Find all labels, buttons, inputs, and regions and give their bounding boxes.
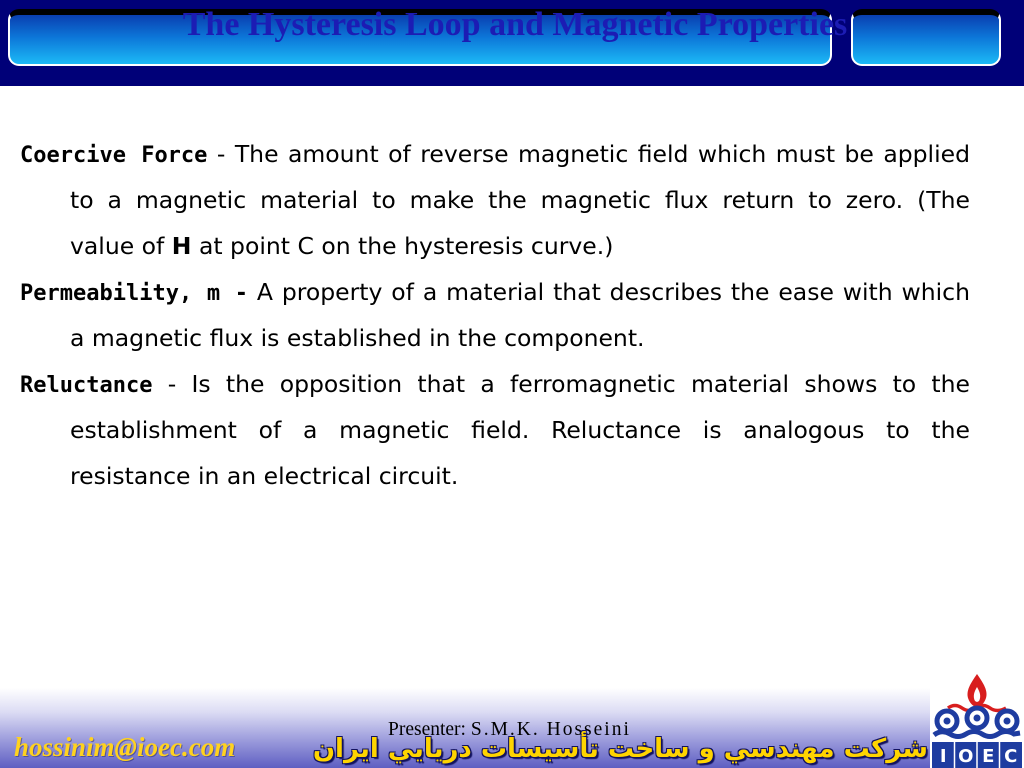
logo-letter: I	[939, 746, 947, 767]
definition-text: A property of a material that describes the ease with which	[256, 278, 970, 306]
definition-line	[20, 131, 970, 177]
definition-reluctance	[20, 361, 970, 499]
definition-term: Coercive Force	[20, 143, 208, 168]
definition-text: at point C on the hysteresis curve.)	[198, 232, 614, 260]
logo-dot-right	[1004, 718, 1011, 725]
logo-letter: E	[982, 746, 995, 767]
definition-text: - The amount of reverse magnetic field which must be applied	[216, 140, 970, 168]
logo-dot-left	[944, 718, 951, 725]
definition-line: resistance in an electrical circuit.	[70, 462, 459, 490]
logo-letter: C	[1004, 746, 1018, 767]
definition-coercive-force	[20, 131, 970, 269]
logo-dot-center	[974, 715, 981, 722]
definition-text: - Is the opposition that a ferromagnetic material shows to the	[167, 370, 970, 398]
definition-line: establishment of a magnetic field. Reluctance is analogous to the	[70, 416, 970, 444]
definition-permeability	[20, 269, 970, 361]
ioec-logo-graphic	[930, 670, 1024, 768]
definitions-list	[20, 131, 970, 499]
presenter-name: S.M.K. Hosseini	[470, 719, 631, 740]
symbol-h: H	[171, 232, 192, 260]
definition-line: to a magnetic material to make the magnetic flux return to zero. (The	[70, 186, 970, 214]
definition-line: a magnetic flux is established in the component.	[70, 324, 645, 352]
definition-line	[70, 223, 970, 269]
ioec-logo	[930, 670, 1024, 768]
definition-line	[20, 269, 970, 315]
definition-text: value of	[70, 232, 165, 260]
logo-wave	[934, 732, 1020, 737]
logo-letter: O	[958, 746, 974, 767]
definition-term: Reluctance	[20, 373, 153, 398]
footer-company-name: شرکت مهندسي و ساخت تأسيسات دريايي ايران	[312, 734, 928, 764]
footer-email: hossinim@ioec.com	[14, 732, 236, 762]
definition-line	[20, 361, 970, 407]
presenter-label: Presenter:	[388, 719, 466, 740]
definition-term: Permeability, m -	[20, 281, 248, 306]
slide-title: The Hysteresis Loop and Magnetic Properties	[182, 6, 848, 43]
